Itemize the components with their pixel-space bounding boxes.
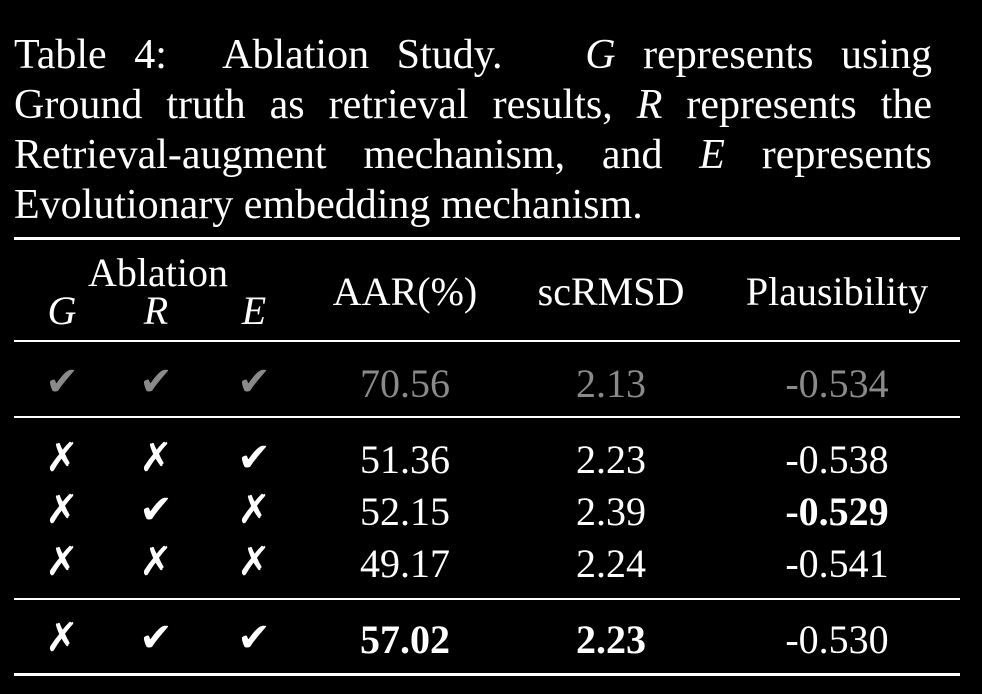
header-r: R — [143, 288, 169, 333]
plausibility-value: -0.534 — [785, 361, 889, 406]
check-icon: ✔ — [237, 359, 271, 405]
aar-value: 52.15 — [360, 489, 450, 534]
aar-value: 57.02 — [360, 617, 450, 662]
caption-line-3: Retrieval-augment mechanism, and E represents — [14, 132, 932, 178]
ablation-group-header: Ablation — [88, 250, 228, 295]
cross-icon: ✗ — [237, 539, 271, 585]
header-aar: AAR(%) — [332, 269, 478, 314]
plausibility-value: -0.530 — [785, 617, 889, 662]
scrmsd-value: 2.23 — [576, 617, 646, 662]
header-rule — [14, 340, 960, 342]
aar-value: 51.36 — [360, 437, 450, 482]
table-bottom-rule — [14, 673, 960, 676]
check-icon: ✔ — [139, 487, 173, 533]
cross-icon: ✗ — [45, 615, 79, 661]
check-icon: ✔ — [139, 359, 173, 405]
check-icon: ✔ — [237, 435, 271, 481]
header-plausibility: Plausibility — [745, 269, 929, 314]
row-separator-rule — [14, 416, 960, 418]
header-g: G — [47, 288, 77, 333]
check-icon: ✔ — [45, 359, 79, 405]
plausibility-value: -0.529 — [785, 489, 889, 534]
scrmsd-value: 2.39 — [576, 489, 646, 534]
cross-icon: ✗ — [45, 435, 79, 481]
cross-icon: ✗ — [45, 539, 79, 585]
row-separator-rule — [14, 598, 960, 600]
cross-icon: ✗ — [139, 435, 173, 481]
aar-value: 70.56 — [360, 361, 450, 406]
caption-line-1: Table 4: Ablation Study. G represents using — [14, 32, 933, 78]
table-caption — [14, 30, 932, 230]
cross-icon: ✗ — [237, 487, 271, 533]
plausibility-value: -0.538 — [785, 437, 889, 482]
header-e: E — [241, 288, 267, 333]
caption-line-4: Evolutionary embedding mechanism. — [14, 182, 643, 228]
check-icon: ✔ — [237, 615, 271, 661]
scrmsd-value: 2.23 — [576, 437, 646, 482]
cross-icon: ✗ — [139, 539, 173, 585]
cross-icon: ✗ — [45, 487, 79, 533]
scrmsd-value: 2.13 — [576, 361, 646, 406]
check-icon: ✔ — [139, 615, 173, 661]
table-top-rule — [14, 237, 960, 240]
header-scrmsd: scRMSD — [537, 269, 685, 314]
caption-line-2: Ground truth as retrieval results, R represents the — [14, 82, 932, 128]
aar-value: 49.17 — [360, 541, 450, 586]
plausibility-value: -0.541 — [785, 541, 889, 586]
scrmsd-value: 2.24 — [576, 541, 646, 586]
